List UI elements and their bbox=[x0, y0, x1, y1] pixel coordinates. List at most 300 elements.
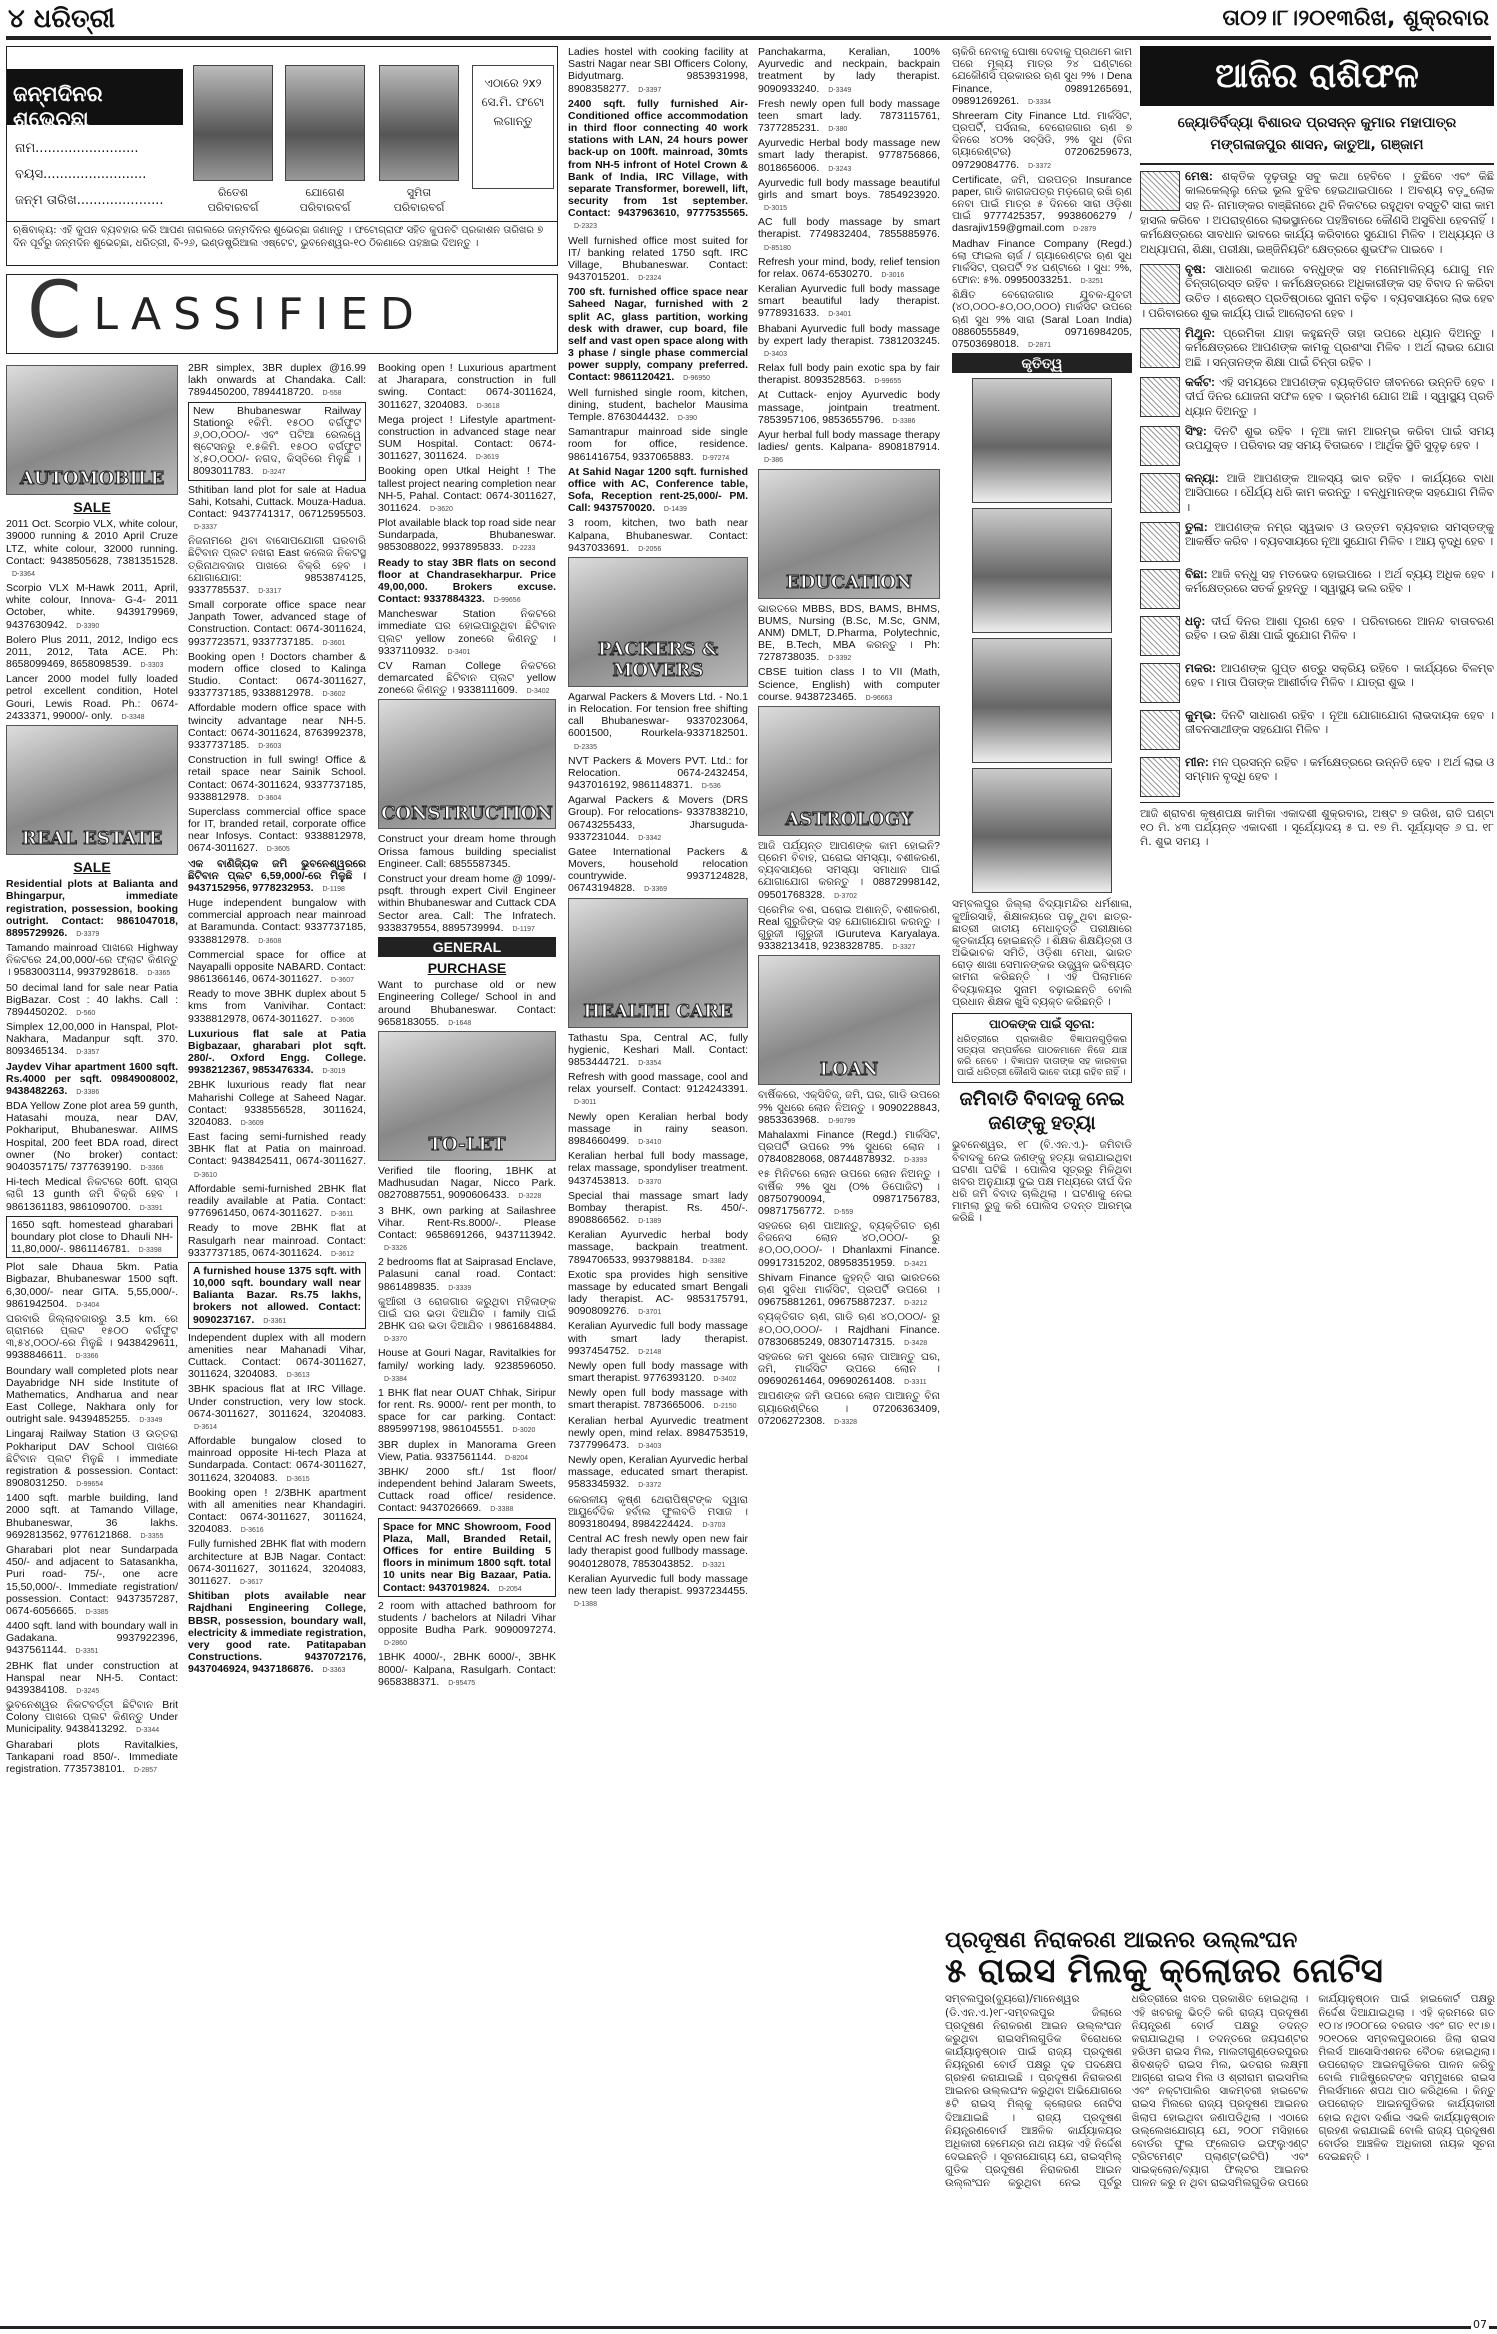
classified-ad bbox=[188, 858, 366, 895]
ad-text: Jaydev Vihar apartment 1600 sqft. Rs.4000 per sqft. 09849008002, 9438482263. bbox=[6, 1060, 178, 1097]
ad-code: D-3398 bbox=[138, 1247, 162, 1255]
classified-ad bbox=[6, 942, 178, 979]
classified-ad bbox=[6, 1365, 178, 1426]
sign-text: ଆଜି ବନ୍ଧୁ ସହ ମତଭେଦ ହୋଇପାରେ । ଅର୍ଥ ବ୍ୟୟ ଅଧିକ ହେବ । କର୍ମକ୍ଷେତ୍ରରେ ସତର୍କ ରୁହନ୍ତୁ । ସ୍ୱାସ୍ଥ୍ୟ ଭଲ ରହିବ । bbox=[1185, 568, 1494, 596]
ad-text: 1400 sqft. marble building, land 2000 sqft. at Tamando Village, Bhubaneswar, 36 lakhs. 9692813562, 9776121868. bbox=[6, 1492, 178, 1541]
zodiac-icon bbox=[1140, 616, 1180, 656]
ad-code: D-3403 bbox=[638, 1442, 662, 1450]
ad-text: 3BHK spacious flat at IRC Village. Under construction, very low stock. 0674-3011627, 3011624, 3204083. bbox=[188, 1383, 366, 1420]
classified-ad bbox=[378, 1347, 556, 1384]
ad-code: D-3616 bbox=[240, 1527, 264, 1535]
kritittwa-text: ସମ୍ବଲପୁର ଜିଲ୍ଲା ବିଦ୍ୟାମନ୍ଦିର ଧର୍ମଶାଳା, କୁଆଁରସାହି, ଶିକ୍ଷାଳୟରେ ପଢ଼ୁଥିବା ଛାତ୍ର-ଛାତ୍ରୀ ଜାତୀୟ ମେଧାବୃତ୍ତି ପରୀକ୍ଷାରେ କୃତକାର୍ଯ୍ୟ ହୋଇଛନ୍ତି । ଶିକ୍ଷକ ଶିକ୍ଷୟିତ୍ରୀ ଓ ଅଭିଭାବକ ସମିତି, ଓଡ଼ିଶା ମେଧା, ଭାରତ ରୋଡ଼ ଶାଖା ସେମାନଙ୍କର ଉଜ୍ଜ୍ୱଳ ଭବିଷ୍ୟତ କାମନା କରିଛନ୍ତି । ଏହି ପିଲାମାନେ ବିଦ୍ୟାଳୟର ସୁନାମ ବଢ଼ାଇଛନ୍ତି ବୋଲି ପ୍ରଧାନ ଶିକ୍ଷକ ଖୁସି ବ୍ୟକ୍ତ କରିଛନ୍ତି । bbox=[952, 898, 1132, 1008]
ad-code: D-3702 bbox=[834, 892, 858, 900]
ad-text: Agarwal Packers & Movers Ltd. - No.1 in Relocation. For tension free shifting call Bhubaneswar- 9337023064, 6001500, Rourkela-9337182501. bbox=[568, 690, 748, 740]
ad-text: Bolero Plus 2011, 2012, Indigo ecs 2011, 2012, Tata ACE. Ph: 8658099469, 8658098539. bbox=[6, 633, 178, 671]
section-image-label: CONSTRUCTION bbox=[381, 802, 553, 824]
ad-code: D-2871 bbox=[1028, 341, 1052, 349]
classified-ad bbox=[758, 362, 940, 386]
section-image-label: TO-LET bbox=[428, 1134, 506, 1156]
ad-text: Keralian Ayurvedic full body massage with smart lady therapist. 9937454752. bbox=[568, 1320, 748, 1357]
ad-code: D-3615 bbox=[286, 1475, 310, 1483]
classified-column bbox=[568, 46, 748, 1612]
classified-ad bbox=[6, 1313, 178, 1362]
ad-text: Ready to move 2BHK flat at Rasulgarh near mainroad. Contact: 9337737185, 0674-3011624. bbox=[188, 1222, 366, 1259]
ad-text: Shitiban plots available near Rajdhani Engineering College, BBSR, possession, boundary wall, electricity & immediate registration, very good rate. Patitapaban Constructions. 9437072176, 9437046924, 9437186876. bbox=[188, 1590, 366, 1676]
ad-text: NVT Packers & Movers PVT. Ltd.: for Relocation. 0674-2432454, 9437016192, 9861148371. bbox=[568, 754, 748, 792]
ad-code: D-3618 bbox=[476, 402, 500, 410]
ad-code: D-3342 bbox=[638, 834, 662, 842]
zodiac-icon bbox=[1140, 473, 1180, 513]
section-image-label: EDUCATION bbox=[785, 571, 913, 593]
notice-text: ଧରିତ୍ରୀରେ ପ୍ରକାଶିତ ବିଜ୍ଞାପନଗୁଡ଼ିକର ସତ୍ୟତା ସମ୍ପର୍କରେ ପାଠକମାନେ ନିଜେ ଯାଞ୍ଚ କରି ନେବେ । ବିଜ୍ଞାପନ ଦାତାଙ୍କ ସହ କାରବାର ପାଇଁ ଧରିତ୍ରୀ କୌଣସି ଭାବେ ଦାୟୀ ରହିବ ନାହିଁ । bbox=[957, 1033, 1127, 1078]
ad-code: D-1389 bbox=[638, 1218, 662, 1226]
ad-code: D-2150 bbox=[713, 1403, 737, 1411]
horoscope-title: ଆଜିର ରାଶିଫଳ bbox=[1140, 46, 1494, 106]
ad-code: D-3611 bbox=[331, 1211, 354, 1219]
horoscope-sign bbox=[1140, 471, 1494, 516]
sign-text: ଦିନଟି ସାଧାରଣ ରହିବ । ନୂଆ ଯୋଗାଯୋଗ ଲାଭଦାୟକ ହେବ । ଜୀବନସାଥୀଙ୍କ ସହଯୋଗ ମିଳିବ । bbox=[1185, 709, 1494, 737]
ad-code: D-3393 bbox=[904, 1157, 928, 1165]
ad-text: Booking open ! 2/3BHK apartment with all amenities near Khandagiri. Contact: 0674-3011627, 3011624, 3204083. bbox=[188, 1486, 366, 1536]
classified-ad bbox=[188, 1262, 366, 1329]
ad-text: କେରଳୀୟ କୃଷ୍ଣ ଥେରାପିଷ୍ଟଙ୍କ ଦ୍ୱାରା ଆୟୁର୍ବେଦିକ ହର୍ବାଲ ଫୁଲବଡି ମସାଜ । 8093180494, 8984224424. bbox=[568, 1493, 748, 1530]
ad-text: 3 room, kitchen, two bath near Kalpana, Bhubaneswar. Contact: 9437033691. bbox=[568, 517, 748, 554]
ad-code: D-3391 bbox=[139, 1204, 163, 1212]
classified-column bbox=[6, 362, 178, 1778]
classified-ad bbox=[758, 46, 940, 95]
story-headline: ଜମିବାଡି ବିବାଦକୁ ନେଇ ଜଣଙ୍କୁ ହତ୍ୟା bbox=[959, 1088, 1125, 1134]
ad-text: 2011 Oct. Scorpio VLX, white colour, 39000 running & 2010 April Cruze LTZ, white colour, 32000 running. Contact: 9438505628, 7381351528. bbox=[6, 518, 178, 567]
ad-text: Lingaraj Railway Station ଓ ଉତ୍ତରା Pokhariput DAV School ପାଖରେ ଛିଟିବାନ ପ୍ଲଟ ମିଳୁଛି । immediate registration & possession. Contact: 8908031250. bbox=[6, 1428, 178, 1490]
zodiac-icon bbox=[1140, 171, 1180, 211]
ad-text: AC full body massage by smart therapist. 7749832404, 7855885976. bbox=[758, 216, 940, 241]
zodiac-icon bbox=[1140, 328, 1180, 368]
horoscope-sign bbox=[1140, 520, 1494, 563]
horoscope-sign bbox=[1140, 262, 1494, 322]
ad-code: D-3349 bbox=[139, 1417, 163, 1425]
classified-ad bbox=[188, 1383, 366, 1432]
ad-text: Affordable modern office space with twincity advantage near NH-5. Contact: 0674-3011624, 8763992378, 9337737185. bbox=[188, 702, 366, 751]
ad-text: 2 room with attached bathroom for students / bachelors at Niladri Vihar opposite Budha Park. 9090097274. bbox=[378, 1599, 556, 1637]
ad-code: D-3326 bbox=[384, 1245, 407, 1253]
classified-ad bbox=[6, 1620, 178, 1657]
classified-ad bbox=[568, 1269, 748, 1318]
ad-code: D-560 bbox=[76, 1009, 96, 1017]
ad-code: D-380 bbox=[828, 126, 848, 134]
ad-text: Independent duplex with all modern amenities near Mahanadi Vihar, Cuttack. Contact: 0674-3011627, 3011624, 3204083. bbox=[188, 1331, 366, 1381]
ad-code: D-3601 bbox=[322, 639, 346, 647]
ad-code: D-3365 bbox=[147, 970, 171, 978]
classified-ad bbox=[188, 1131, 366, 1180]
ad-text: Construct your dream home @ 1099/- psqft. through expert Civil Engineer within Bhubaneswar and Cuttack CDA Sector area. Call: The Infratech. 9338379554, 8895739994. bbox=[378, 872, 557, 934]
ad-text: Booking open ! Doctors chamber & modern office closed to Kalinga Studio. Contact: 0674-3011627, 9337737185, 9338812978. bbox=[188, 650, 366, 700]
ad-text: Fresh newly open full body massage teen smart lady. 7873115761, 7377285231. bbox=[758, 97, 940, 135]
classified-ad bbox=[758, 1168, 940, 1217]
classified-ad bbox=[758, 603, 940, 664]
classified-ad bbox=[188, 402, 366, 481]
horoscope-sign bbox=[1140, 614, 1494, 657]
classified-ad bbox=[758, 1311, 940, 1348]
classified-ad bbox=[188, 702, 366, 751]
zodiac-icon bbox=[1140, 522, 1180, 562]
sign-name: କର୍କଟ: bbox=[1185, 374, 1216, 389]
classified-ad bbox=[378, 1256, 556, 1293]
ad-text: 3BR duplex in Manorama Green View, Patia. 9337561144. bbox=[378, 1438, 556, 1463]
ad-text: Tathastu Spa, Central AC, fully hygienic, Keshari Mall. Contact: 9853444721. bbox=[568, 1031, 748, 1068]
ad-text: Scorpio VLX M-Hawk 2011, April, white colour, Innova- G-4- 2011 October, white. 9439179969, 9437630942. bbox=[6, 582, 178, 631]
ad-code: D-3364 bbox=[12, 570, 35, 578]
ad-code: D-3401 bbox=[828, 311, 852, 319]
ad-code: D-90799 bbox=[828, 1117, 856, 1125]
ad-code: D-3019 bbox=[322, 1068, 346, 1076]
classified-ad bbox=[378, 660, 556, 697]
ad-code: D-3317 bbox=[258, 587, 282, 595]
ad-text: Special thai massage smart lady Bombay therapist. Rs. 450/-. 8908866562. bbox=[568, 1189, 748, 1227]
ad-text: ସହଜରେ କମ ସୁଧରେ ଲୋନ ପାଆନ୍ତୁ ଘର, ଜମି, ମାର୍କସିଟ ଉପରେ ଲୋନ । 09690261464, 09690261408. bbox=[758, 1350, 940, 1388]
ad-text: Ready to move 3BHK duplex about 5 kms from Vanivihar. Contact: 9338812978, 0674-3011627. bbox=[188, 988, 366, 1025]
classified-ad bbox=[758, 389, 940, 426]
classified-ad bbox=[6, 634, 178, 671]
classified-ad bbox=[758, 666, 940, 703]
sign-name: କନ୍ୟା: bbox=[1185, 470, 1219, 485]
sign-text: ଏହି ସମୟରେ ଆପଣଙ୍କ ବ୍ୟକ୍ତିଗତ ଜୀବନରେ ଉନ୍ନତି ହେବ । ଦୀର୍ଘ ଦିନର ଯୋଜନା ସଫଳ ହେବ । ଭ୍ରମଣ ଯୋଗ ଅଛି । ସ୍ୱାସ୍ଥ୍ୟ ପ୍ରତି ଧ୍ୟାନ ଦିଅନ୍ତୁ । bbox=[1185, 376, 1494, 418]
ad-code: D-3348 bbox=[121, 713, 145, 721]
ad-code: D-3369 bbox=[644, 886, 668, 894]
classified-ad bbox=[6, 1100, 178, 1173]
horoscope-sign bbox=[1140, 326, 1494, 371]
ad-text: 3BHK/ 2000 sft./ 1st floor/ independent behind Jalaram Sweets, Cuttack road office/ residence. Contact: 9437026669. bbox=[378, 1465, 556, 1515]
ad-text: Ayurvedic full body massage beautiful girls and smart boys. 7854923920. bbox=[758, 176, 940, 201]
ad-text: Mancheswar Station ନିକଟରେ immediate ଘର ହୋଇପାରୁଥିବା ଛିଟିବାନ ପ୍ଲଟ yellow zoneରେ କିଣନ୍ତୁ । 9337110932. bbox=[378, 608, 556, 657]
ad-text: Commercial space for office at Nayapalli opposite NABARD. Contact: 9861366146, 0674-3011627. bbox=[188, 948, 366, 986]
ad-code: D-3617 bbox=[239, 1578, 263, 1586]
ad-text: Boundary wall completed plots near Dayabridge NH side Institute of Mathematics, Andharua and near East College, Nakhara only for outright sale. 9439485255. bbox=[6, 1364, 178, 1426]
classified-ad bbox=[568, 691, 748, 752]
ad-code: D-3609 bbox=[240, 1119, 264, 1127]
classified-ad bbox=[568, 235, 748, 284]
ad-code: D-3386 bbox=[892, 417, 916, 425]
ad-code: D-3607 bbox=[331, 977, 354, 985]
classified-ad bbox=[6, 1428, 178, 1489]
sign-name: ମୀନ: bbox=[1185, 754, 1209, 769]
ad-text: At Cuttack- enjoy Ayurvedic body massage, jointpain treatment. 7853957106, 9853655796. bbox=[758, 389, 940, 426]
sign-text: ଆପଣଙ୍କ ଗୁପ୍ତ ଶତ୍ରୁ ସକ୍ରିୟ ରହିବେ । କାର୍ଯ୍ୟରେ ବିଳମ୍ବ ହେବ । ମାତା ପିତାଙ୍କ ଆଶୀର୍ବାଦ ମିଳିବ । ଯାତ୍ରା ଶୁଭ । bbox=[1185, 662, 1494, 690]
classified-ad bbox=[378, 1651, 556, 1688]
ad-text: Shivam Finance କୁହନ୍ତି ସାରା ଭାରତରେ ଋଣ ସୁବିଧା ମାର୍କସିଟ, ପ୍ରପର୍ଟି ଉପରେ । 09675881261, 09675887237. bbox=[758, 1271, 940, 1309]
classified-ad bbox=[758, 1129, 940, 1166]
ad-code: D-3428 bbox=[904, 1339, 928, 1347]
classified-ad bbox=[6, 1660, 178, 1697]
classified-ad bbox=[758, 177, 940, 214]
classified-ad bbox=[378, 833, 556, 870]
ad-text: ଭାରତରେ MBBS, BDS, BAMS, BHMS, BUMS, Nursing (B.Sc, M.Sc, GNM, ANM) DMLT, D.Pharma, Polytechnic, BE, B.Tech, MBA କରନ୍ତୁ । Ph: 7278738035. bbox=[758, 602, 940, 664]
footer-rule bbox=[0, 2326, 1497, 2329]
classified-ad bbox=[568, 1360, 748, 1384]
classified-ad bbox=[188, 988, 366, 1025]
ad-code: D-3303 bbox=[140, 662, 164, 670]
classified-ad bbox=[6, 1021, 178, 1058]
ad-text: Luxurious flat sale at Patia Bigbazaar, gharabari plot sqft. 280/-. Oxford Engg. College. 9938212367, 9853476334. bbox=[188, 1027, 366, 1077]
student-photo bbox=[972, 638, 1112, 763]
zodiac-icon bbox=[1140, 663, 1180, 703]
ad-text: Certificate, ଜମି, ଘରପତ୍ର Insurance paper, ଗାଡି କାଗଜପତ୍ର ମଡ଼ଗେଜ୍ ରଖି ଋଣ ନେବା ପାଇଁ ମାତ୍ର ୫ ଦିନରେ ସାରା ଓଡ଼ିଶା ପାଇଁ 9777425357, 9938606279 / dasrajiv159@gmail.com bbox=[952, 173, 1132, 235]
kritittwa-heading: କୃତିତ୍ୱ bbox=[952, 353, 1132, 373]
classified-ad bbox=[188, 599, 366, 648]
classified-ad bbox=[568, 846, 748, 895]
ad-code: D-3361 bbox=[263, 1317, 287, 1325]
birthday-coupon bbox=[6, 46, 558, 266]
classified-ad bbox=[952, 174, 1132, 235]
ad-text: Small corporate office space near Janpath Tower, advanced stage of Construction. Contact: 0674-3011624, 9937723571, 9337737185. bbox=[188, 599, 366, 648]
classified-ad bbox=[758, 256, 940, 280]
ad-code: D-3614 bbox=[194, 1423, 217, 1431]
classified-ad bbox=[378, 873, 556, 934]
ad-text: CBSE tuition class I to VII (Math, Science, English) with computer course. 9438723465. bbox=[758, 666, 940, 703]
photo-placeholder-box: ଏଠାରେ ୨x୨ ସେ.ମି. ଫଟୋ ଲଗାନ୍ତୁ bbox=[472, 65, 554, 189]
zodiac-icon bbox=[1140, 757, 1180, 797]
classified-ad bbox=[568, 286, 748, 383]
ad-code: D-99655 bbox=[874, 378, 902, 386]
classified-ad bbox=[378, 979, 556, 1028]
classified-ad bbox=[758, 1089, 940, 1126]
classified-ad bbox=[188, 1590, 366, 1675]
ad-text: 2BHK flat under construction at Hanspal near NH-5. Contact: 9439384108. bbox=[6, 1659, 178, 1696]
ad-code: D-3385 bbox=[85, 1608, 109, 1616]
section-image-label: LOAN bbox=[819, 1058, 879, 1080]
ad-text: Gatee International Packers & Movers, household relocation countrywide. 9937124828, 06743194828. bbox=[568, 845, 748, 895]
ad-text: Superclass commercial office space for IT, branded retail, corporate office near Infosys. Contact: 9338812978, 0674-3011627. bbox=[188, 805, 366, 855]
ad-code: D-3612 bbox=[331, 1250, 354, 1258]
sign-text: ଆପଣଙ୍କ ନମ୍ର ସ୍ୱଭାବ ଓ ଉତ୍ତମ ବ୍ୟବହାର ସମସ୍ତଙ୍କୁ ଆକର୍ଷିତ କରିବ । ବ୍ୟବସାୟରେ ନୂଆ ସୁଯୋଗ ମିଳିବ । ଆୟ ବୃଦ୍ଧି ହେବ । bbox=[1185, 521, 1494, 549]
classified-ad bbox=[568, 1032, 748, 1069]
sign-name: ବୃଷ: bbox=[1185, 261, 1207, 276]
ad-text: Lancer 2000 model fully loaded petrol excellent condition, Hotel Gouri, Lewis Road. Ph.: 0674-2433371, 99000/- only. bbox=[6, 673, 178, 722]
classified-ad bbox=[758, 1220, 940, 1269]
classified-ad bbox=[378, 1518, 556, 1597]
ad-text: Well furnished single room, kitchen, dining, student, bachelor Mausima Temple. 8763044432. bbox=[568, 386, 748, 423]
classified-ad bbox=[6, 1544, 178, 1617]
classified-ad bbox=[378, 1600, 556, 1649]
section-image bbox=[758, 706, 940, 836]
ad-code: D-3608 bbox=[258, 937, 282, 945]
ad-code: D-3243 bbox=[828, 165, 852, 173]
ad-text: BDA Yellow Zone plot area 59 gunth, Hatasahi mouza, near DAV, Pokhariput, Bhubaneswar. AIIMS Hospital, 200 feet BDA road, direct owner (No broker) contact: 9040357175/ 7377639190. bbox=[6, 1100, 178, 1173]
ad-code: D-97274 bbox=[702, 454, 730, 462]
classified-column bbox=[758, 46, 940, 1430]
ad-code: D-95475 bbox=[448, 1679, 476, 1687]
classified-ad bbox=[568, 1150, 748, 1187]
classified-ad bbox=[758, 904, 940, 953]
classified-ad bbox=[188, 1028, 366, 1077]
ad-text: East facing semi-furnished ready 3BHK flat at Patia on mainroad. Contact: 9438425411, 0674-3011627. bbox=[188, 1131, 366, 1168]
classified-ad bbox=[188, 1079, 366, 1128]
ad-text: Space for MNC Showroom, Food Plaza, Mall, Branded Retail, Offices for entire Building 5 floors in minimum 1800 sqft. total 10 units near Big Bazaar, Patia. Contact: 9437019824. bbox=[383, 1520, 551, 1594]
ad-code: D-386 bbox=[764, 457, 784, 465]
ad-text: House at Gouri Nagar, Ravitalkies for family/ working lady. 9238596050. bbox=[378, 1347, 556, 1372]
ad-code: D-3620 bbox=[429, 505, 453, 513]
ad-text: Panchakarma, Keralian, 100% Ayurvedic and neckpain, backpain treatment by lady therapist. 9090933240. bbox=[758, 46, 940, 95]
ad-code: D-3388 bbox=[490, 1506, 514, 1514]
news-body: ସମ୍ବଲପୁର(ବ୍ୟୁରୋ)/ମାନେଶ୍ୱର (ଡି.ଏନ.ଏ.)୧୮-ସମ୍ବଲପୁର ଜିଲାରେ ପ୍ରଦୂଷଣ ନିରାକରଣ ଆଇନ ଉଲ୍ଲଂଘନ କରୁଥିବା ରାଇସମିଲଗୁଡିକ ବିରୋଧରେ କାର୍ଯ୍ୟାନୁଷ୍ଠାନ ପାଇଁ ରାଜ୍ୟ ପ୍ରଦୂଷଣ ନିୟନ୍ତ୍ରଣ ବୋର୍ଡ ପକ୍ଷରୁ ଦୃଢ ପଦକ୍ଷେପ ଗ୍ରହଣ କରାଯାଇଛି । ପ୍ରଦୂଷଣ ନିରାକରଣ ଆଇନର ଉଲ୍ଲଘଂନ କରୁଥିବା ଅଭିଯୋଗରେ ୫ଟି ରାଇସ୍ ମିଲ୍‌କୁ କ୍ଲୋଜର ନୋଟିସ ଦିଆଯାଇଛି । ରାଜ୍ୟ ପ୍ରଦୂଷଣ ନିୟନ୍ତ୍ରଣବୋର୍ଡ ଆଞ୍ଚଳିକ କାର୍ଯ୍ୟାଳୟର ଅଧିକାରୀ ହେମେନ୍ଦ୍ର ନାଥ ନାୟକ ଏହି ନିର୍ଦ୍ଦେଶ ଦେଇଛନ୍ତି । ସୂଚନାଯୋଗ୍ୟ ଯେ, ରାଇସ୍‌ମିଲ୍ ଗୁଡିକ ପ୍ରଦୂଷଣ ନିରାକରଣ ଆଇନ ଉଲ୍ଲଂଘନ କରୁଥିବା ନେଇ ପୂର୍ବରୁ ଧରିତ୍ରୀରେ ଖବର ପ୍ରକାଶିତ ହୋଇଥିଲା । ଏହି ଖବରକୁ ଭିତ୍ତି କରି ରାଜ୍ୟ ପ୍ରଦୂଷଣ ନିୟନ୍ତ୍ରଣ ବୋର୍ଡ ପକ୍ଷରୁ ତଦନ୍ତ କରାଯାଇଥିଲା । ତଦନ୍ତରେ ଜୟଘଣ୍ଟର ହରିଓମ ରାଇସ ମିଲ, ମାଲତୀଗୁଣ୍ଡେରପୁରର ଶିବଶକ୍ତି ରାଇସ ମିଲ, ଭତରାର ଲକ୍ଷ୍ମୀ ଆଗ୍ରୋ ରାଇସ ମିଲ ଓ ଶ୍ରୀରାମ ରାଇସମିଲ ଏବଂ ନକ୍ଟାପାଲିର ସାକମ୍ବରୀ ହାଇଟେକ ରାଇସ ମିଲରେ ରାଜ୍ୟ ପ୍ରଦୂଷଣ ଆଇନର ଖିଲାପ ହୋଇଥିବା ଜଣାପଡିଥିଲା । ଏଠାରେ ଉଲ୍ଲେଖଯୋଗ୍ୟ ଯେ, ୨୦୦୮ ମସିହାରେ ବୋର୍ଡର ଫୁଲ ଫ୍ଲେଗଡ ଇଫ୍ଲୁଏଣ୍ଟ ଟ୍ରିଟମେଣ୍ଟ ପ୍ଲାଣ୍ଟ(ଇଟିପି) ଏବଂ ସାଇକ୍ଲୋନ/ବ୍ୟାଗ ଫିଲ୍ଟର ଆଇନର ପାଳନ କରୁ ନ ଥିବା ରାଇସମିଲଗୁଡିକ ଉପରେ କାର୍ଯ୍ୟାନୁଷ୍ଠାନ ପାଇଁ ହାଇକୋର୍ଟ ପକ୍ଷରୁ ନିର୍ଦ୍ଦେଶ ଦିଆଯାଇଥିଲା । ଏହି କ୍ରମରେ ଗତ ୧୦।୪।୨୦୦୮ରେ ବରଗଡ ଏବଂ ଗତ ୧୯।୭।୨୦୧୦ରେ ସମ୍ବଲପୁରଠାରେ ଜିଲା ରାଇସ ମିଲର୍ସ ଆସୋସିଏଶନର ବୈଠକ ହୋଇଥିଲା। ଉପରୋକ୍ତ ଆଇନଗୁଡିକର ପାଳନ କରିବୁ ବୋଲି ମାଜିଷ୍ଟ୍ରେଟଙ୍କ ସମ୍ମୁଖରେ ରାଇସ ମିଲର୍ସମାନେ ଶପଥ ପାଠ କରିଥିଲେ । କିନ୍ତୁ ଉପରୋକ୍ତ ଆଇନଗୁଡିକର କାର୍ଯ୍ୟକାରୀ ହୋଇ ନଥିବା ଦର୍ଶାଇ ଏଭଳି କାର୍ଯ୍ୟାନୁଷ୍ଠାନ ଗ୍ରହଣ କରାଯାଇଛି ବୋଲି ରାଜ୍ୟ ପ୍ରଦୂଷଣ ବୋର୍ଡର ଆଞ୍ଚଳିକ ଅଧିକାରୀ ନାୟକ ସୂଚନା ଦେଇଛନ୍ତି । bbox=[945, 1993, 1495, 2190]
header-rule bbox=[6, 36, 1491, 40]
classified-column bbox=[952, 46, 1132, 1225]
classified-ad bbox=[568, 1494, 748, 1531]
ad-code: D-3245 bbox=[76, 1687, 100, 1695]
ad-text: Keralian Ayurvedic full body massage new teen lady therapist. 9937234455. bbox=[568, 1572, 748, 1597]
banner-initial: C bbox=[27, 266, 94, 356]
ad-code: D-3311 bbox=[904, 1379, 927, 1387]
classified-ad bbox=[568, 1320, 748, 1357]
ad-code: D-3251 bbox=[1080, 278, 1104, 286]
classified-ad bbox=[6, 518, 178, 579]
ad-text: Ayur herbal full body massage therapy ladies/ gents. Kalpana- 8908187914. bbox=[758, 428, 940, 454]
ad-text: 700 sft. furnished office space near Saheed Nagar, furnished with 2 split AC, glass partition, working desk with drawer, cup board, file self and vast open space along with 3 phase / single phase commercial power supply, company preferred. Contact: 9861120421. bbox=[568, 286, 748, 384]
classified-ad bbox=[378, 1165, 556, 1202]
section-heading: PURCHASE bbox=[427, 960, 507, 977]
ad-code: D-3370 bbox=[384, 1336, 407, 1344]
classified-ad bbox=[6, 582, 178, 631]
section-heading: SALE bbox=[73, 858, 111, 875]
classified-ad bbox=[568, 1229, 748, 1266]
ad-text: Agarwal Packers & Movers (DRS Group). For relocations- 9337838210, 06743255433, Jharsuguda- 9337231044. bbox=[568, 794, 748, 843]
classified-ad bbox=[568, 466, 748, 515]
classified-ad bbox=[568, 46, 748, 95]
ad-code: D-99654 bbox=[76, 1481, 104, 1489]
reader-notice bbox=[952, 1013, 1132, 1083]
classified-ad bbox=[188, 949, 366, 986]
ad-text: 3 BHK, own parking at Sailashree Vihar. Rent-Rs.8000/-. Please Contact: 9658691266, 9437113942. bbox=[378, 1204, 556, 1241]
ad-text: ଆପଣଙ୍କ ଜମି ଉପରେ ଲୋନ ପାଆନ୍ତୁ ବିନା ଗ୍ୟାରେଣ୍ଟିରେ । 07206363409, 07206272308. bbox=[758, 1390, 940, 1427]
classified-ad bbox=[6, 673, 178, 722]
sign-text: ମନ ପ୍ରସନ୍ନ ରହିବ । କର୍ମକ୍ଷେତ୍ରରେ ଉନ୍ନତି ହେବ । ଅର୍ଥ ଲାଭ ଓ ସମ୍ମାନ ବୃଦ୍ଧି ହେବ । bbox=[1185, 756, 1494, 784]
sign-name: ବିଛା: bbox=[1185, 566, 1208, 581]
ad-code: D-3410 bbox=[638, 1139, 662, 1146]
classified-ad bbox=[378, 557, 556, 606]
almanac-footer: ଆଜି ଶ୍ରାବଣ କୃଷ୍ଣପକ୍ଷ କାମିକା ଏକାଦଶୀ ଶୁକ୍ରବାର, ଅଷ୍ଟ ୭ ତାରିଖ, ରାତି ଘଣ୍ଟା ୧୦ ମି. ୪୩ ପର୍ଯ୍ୟନ୍ତ ଏକାଦଶୀ । ସୂର୍ଯ୍ୟୋଦୟ ୫ ଘ. ୧୭ ମି. ସୂର୍ଯ୍ୟାସ୍ତ ୬ ଘ. ୧୮ ମି. ଶୁଭ ସମୟ । bbox=[1140, 802, 1494, 850]
ad-code: D-3339 bbox=[448, 1284, 472, 1292]
horoscope-sign bbox=[1140, 755, 1494, 798]
ad-code: D-3370 bbox=[638, 1178, 662, 1186]
horoscope-sign bbox=[1140, 424, 1494, 467]
ad-code: D-1388 bbox=[574, 1601, 597, 1609]
section-image-label: HEALTH CARE bbox=[583, 1000, 733, 1022]
ad-code: D-85180 bbox=[764, 244, 791, 252]
ad-code: D-3327 bbox=[892, 944, 916, 952]
classified-ad bbox=[758, 1390, 940, 1427]
ad-text: Central AC fresh newly open new fair lady therapist good fullbody massage. 9040128078, 7853043852. bbox=[568, 1533, 748, 1570]
ad-code: D-3605 bbox=[266, 846, 290, 854]
ad-text: 2400 sqft. fully furnished Air-Conditioned office accommodation in third floor connecting 40 work stations with LAN, 24 hours power back-up on 100ft. mainroad, 30mts from NH-5 infront of Hotel Crown & Bank of India, IRC Village, with separate Transformer, borewell, lift, security from 1st september. Contact: 9437963610, 9777535565. bbox=[568, 97, 748, 220]
ad-text: Refresh your mind, body, relief tension for relax. 0674-6530270. bbox=[758, 255, 940, 280]
ad-code: D-3357 bbox=[76, 1049, 100, 1057]
ad-code: D-3337 bbox=[194, 524, 217, 532]
classified-ad bbox=[188, 806, 366, 855]
ad-text: Samantrapur mainroad side single room for office, residence. 9861416754, 9337065883. bbox=[568, 426, 748, 463]
ad-code: D-3382 bbox=[702, 1257, 726, 1265]
ad-code: D-3355 bbox=[140, 1532, 164, 1540]
ad-code: D-3372 bbox=[1028, 162, 1052, 170]
ad-code: D-3354 bbox=[638, 1059, 662, 1067]
ad-text: Fully furnished 2BHK flat with modern architecture at BJB Nagar. Contact: 0674-3011627, 3011624, 3204083, 3011627. bbox=[188, 1538, 366, 1587]
ad-text: Ayurvedic Herbal body massage new smart lady therapist. 9778756866, 8018656006. bbox=[758, 137, 940, 174]
section-image bbox=[758, 955, 940, 1085]
ad-text: Booking open ! Luxurious apartment at Jharapara, construction in full swing. Contact: 0674-3011624, 3011627, 3204083. bbox=[378, 362, 556, 411]
banner-rest: LASSIFIED bbox=[93, 289, 426, 340]
classified-ad bbox=[188, 484, 366, 533]
classified-ad bbox=[188, 754, 366, 803]
astrologer-address: ମଙ୍ଗଳାଜପୁର ଶାସନ, କାତୁଆ, ଗଞ୍ଜାମ bbox=[1210, 137, 1424, 154]
ad-code: D-2233 bbox=[512, 545, 536, 553]
ad-code: D-3602 bbox=[322, 691, 346, 699]
ad-code: D-3384 bbox=[384, 1375, 407, 1383]
ad-text: Well furnished office most suited for IT/ banking related 1750 sqft. IRC Village, Bhubaneswar. Contact: 9437015201. bbox=[568, 234, 748, 284]
classified-ad bbox=[568, 1190, 748, 1227]
classified-ad bbox=[568, 387, 748, 424]
ad-code: D-3334 bbox=[1028, 98, 1052, 106]
sign-name: ମେଷ: bbox=[1185, 168, 1213, 183]
dob-field: ଜନ୍ମ ତାରିଖ..................... bbox=[15, 193, 164, 208]
ad-text: Bhabani Ayurvedic full body massage by expert lady therapist. 7381203245. bbox=[758, 322, 940, 347]
ad-text: Plot sale Dhaua 5km. Patia Bigbazar, Bhubaneswar 1500 sqft. 6,30,000/- near GITA. 5,55,000/-. 9861942504. bbox=[6, 1261, 178, 1310]
classified-ad bbox=[758, 323, 940, 360]
sign-name: ତୁଳା: bbox=[1185, 519, 1208, 534]
classified-ad bbox=[378, 1387, 556, 1436]
zodiac-icon bbox=[1140, 426, 1180, 466]
ad-text: ଚାକିରି ନେବାକୁ ଘୋଷା ଦେବାକୁ ପ୍ରଥମେ କାମ ପରେ ମୂଲ୍ୟ ମାତ୍ର ୨୪ ଘଣ୍ଟାରେ ଯେକୌଣସି ପ୍ରକାରର ଋଣ ସୁଧ ୨% । Dena Finance, 09891265691, 09891269261. bbox=[952, 46, 1132, 107]
photo-from: ପରିବାରବର୍ଗ bbox=[393, 201, 445, 215]
ad-text: 50 decimal land for sale near Patia BigBazar. Cost : 40 lakhs. Call : 7894450202. bbox=[6, 981, 178, 1018]
ad-code: D-3212 bbox=[904, 1300, 928, 1308]
horoscope-sign bbox=[1140, 661, 1494, 704]
ad-code: D-3228 bbox=[518, 1193, 542, 1201]
ad-code: D-3402 bbox=[526, 688, 550, 696]
sign-text: ପ୍ରେମିକା ଯାହା କହୁଛନ୍ତି ତାହା ଉପରେ ଧ୍ୟାନ ଦିଅନ୍ତୁ । କର୍ମକ୍ଷେତ୍ରରେ ଆପଣଙ୍କ କାମକୁ ପ୍ରଶଂସା ମିଳିବ । ଅର୍ଥ ଲାଭର ଯୋଗ ଅଛି । ସନ୍ତାନଙ୍କ ଶିକ୍ଷା ପାଇଁ ଚିନ୍ତା ରହିବ । bbox=[1185, 327, 1494, 369]
photo-name: ରିତେଶ bbox=[218, 186, 248, 199]
ad-code: D-3390 bbox=[76, 622, 100, 630]
zodiac-icon bbox=[1140, 569, 1180, 609]
ad-code: D-3606 bbox=[331, 1016, 354, 1024]
ad-text: 1 BHK flat near OUAT Chhak, Siripur for rent. Rs. 9000/- rent per month, to space for car parking. Contact: 8895997198, 9861045551. bbox=[378, 1386, 556, 1436]
photo-name: ସୁମିତା bbox=[406, 186, 432, 199]
classified-ad bbox=[378, 414, 556, 463]
ad-code: D-2054 bbox=[498, 1585, 522, 1593]
student-photo bbox=[972, 508, 1112, 633]
classified-ad bbox=[6, 1492, 178, 1541]
ad-text: 1650 sqft. homestead gharabari boundary plot close to Dhauli NH- 11,80,000/-. 9861146781. bbox=[11, 1218, 173, 1256]
ad-code: D-3349 bbox=[828, 86, 852, 94]
ad-code: D-3392 bbox=[828, 655, 852, 663]
classified-banner bbox=[6, 266, 558, 356]
ad-text: Keralian Ayurvedic full body massage smart beautiful lady therapist. 9778931633. bbox=[758, 283, 940, 320]
classified-ad bbox=[378, 1439, 556, 1463]
classified-ad bbox=[758, 283, 940, 320]
ad-code: D-3421 bbox=[904, 1260, 928, 1268]
ad-text: Sthitiban land plot for sale at Hadua Sahi, Kotsahi, Cuttack. Mouza-Hadua. Contact: 9437741317, 06712595503. bbox=[188, 483, 367, 520]
classified-ad bbox=[6, 982, 178, 1019]
classified-ad bbox=[378, 465, 556, 514]
classified-ad bbox=[952, 238, 1132, 287]
ad-code: D-3701 bbox=[638, 1309, 662, 1317]
section-image bbox=[568, 557, 748, 687]
ad-text: 1BHK 4000/-, 2BHK 6000/-, 3BHK 8000/- Kalpana, Rasulgarh. Contact: 9658388371. bbox=[378, 1651, 556, 1688]
ad-code: D-3366 bbox=[75, 1353, 99, 1361]
horoscope-sign bbox=[1140, 567, 1494, 610]
ad-code: D-3247 bbox=[262, 469, 286, 477]
ad-code: D-3321 bbox=[702, 1561, 726, 1569]
classified-ad bbox=[6, 1216, 178, 1259]
sign-name: ମକର: bbox=[1185, 660, 1216, 675]
ad-code: D-390 bbox=[677, 414, 697, 422]
